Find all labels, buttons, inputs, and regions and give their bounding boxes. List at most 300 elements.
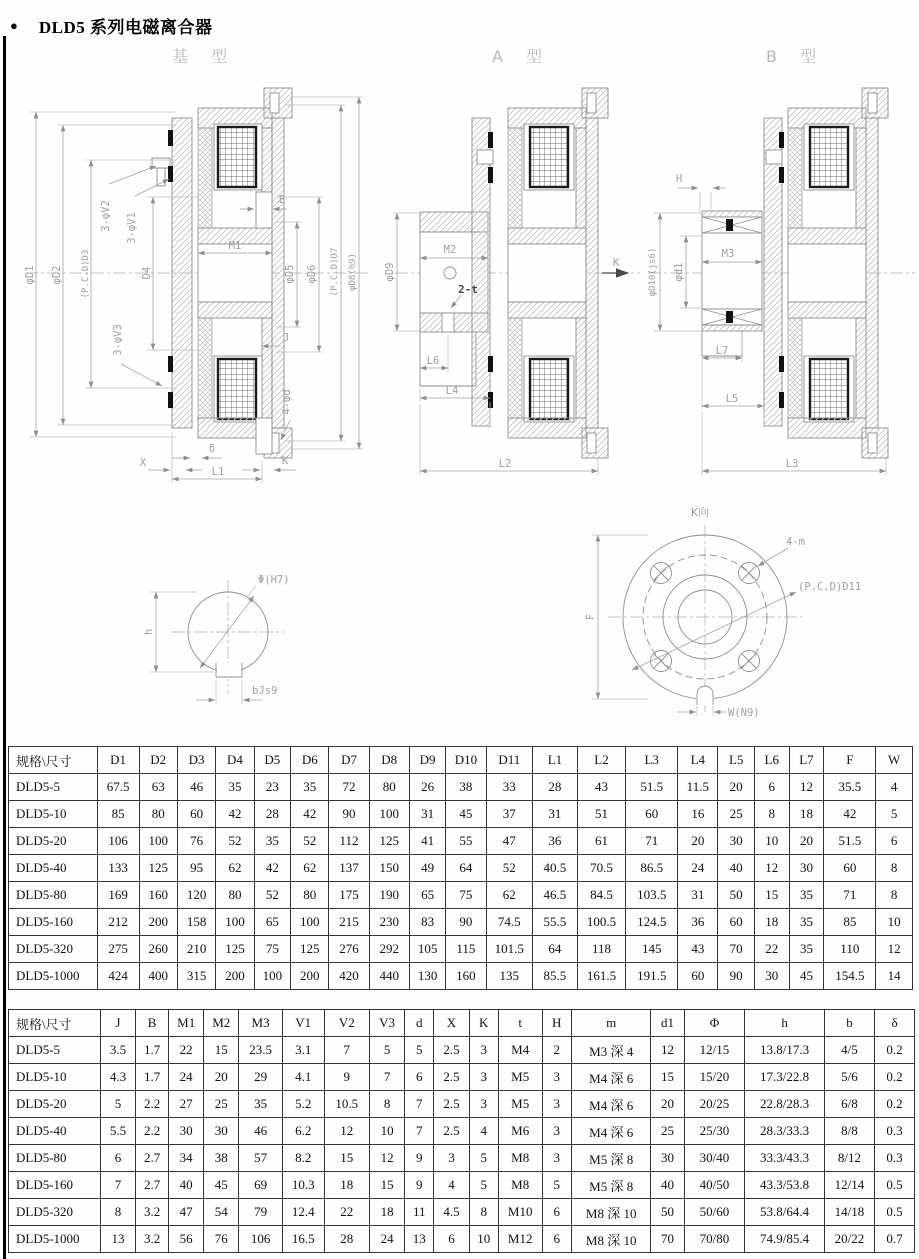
base-type-drawing <box>24 88 368 483</box>
column-header: L5 <box>718 747 755 774</box>
dim-X: X <box>139 457 147 469</box>
dim-phiD5: φD5 <box>284 264 296 284</box>
dim-H: H <box>675 173 683 185</box>
cell: 230 <box>369 909 409 936</box>
cell: 2.5 <box>434 1037 469 1064</box>
cell: 35 <box>216 774 254 801</box>
table-row <box>9 1037 915 1064</box>
cell: 440 <box>369 963 409 990</box>
cell: 55.5 <box>533 909 578 936</box>
cell: 50 <box>718 882 755 909</box>
cell: 3 <box>469 1064 498 1091</box>
cell: 150 <box>369 855 409 882</box>
cell: 215 <box>329 909 369 936</box>
cell: 0.5 <box>875 1199 915 1226</box>
cell: 65 <box>409 882 446 909</box>
cell: 420 <box>329 963 369 990</box>
column-header: V2 <box>324 1010 369 1037</box>
cell: 145 <box>626 936 678 963</box>
cell: 42 <box>291 801 329 828</box>
cell: 22 <box>169 1037 204 1064</box>
cell: 55 <box>446 828 486 855</box>
cell: 101.5 <box>486 936 533 963</box>
cell: 43 <box>577 774 625 801</box>
cell: 125 <box>291 936 329 963</box>
cell: 1.7 <box>135 1064 168 1091</box>
cell: 24 <box>370 1226 405 1253</box>
column-header: d1 <box>651 1010 684 1037</box>
cell: M4 深 6 <box>571 1118 651 1145</box>
cell: 8 <box>876 882 913 909</box>
cell: M4 深 6 <box>571 1064 651 1091</box>
cell: 18 <box>324 1172 369 1199</box>
cell: 5 <box>370 1037 405 1064</box>
cell: 15 <box>754 882 789 909</box>
cell: 54 <box>204 1199 239 1226</box>
table-row <box>9 909 913 936</box>
cell: 18 <box>370 1199 405 1226</box>
cell: 8 <box>469 1199 498 1226</box>
cell: 30/40 <box>684 1145 745 1172</box>
cell: 49 <box>409 855 446 882</box>
cell: DLD5-160 <box>9 909 98 936</box>
cell: 5.2 <box>282 1091 324 1118</box>
dim-pcdD3: (P.C.D)D3 <box>81 249 91 299</box>
cell: 20/22 <box>824 1226 874 1253</box>
cell: 2.5 <box>434 1091 469 1118</box>
cell: 24 <box>678 855 718 882</box>
cell: 12 <box>370 1145 405 1172</box>
cell: 12/14 <box>824 1172 874 1199</box>
column-header: D10 <box>446 747 486 774</box>
cell: 12 <box>754 855 789 882</box>
cell: 106 <box>97 828 139 855</box>
cell: 212 <box>97 909 139 936</box>
cell: 13 <box>100 1226 135 1253</box>
cell: 3.1 <box>282 1037 324 1064</box>
cell: 60 <box>177 801 215 828</box>
cell: 35 <box>789 936 824 963</box>
cell: 51.5 <box>824 828 876 855</box>
dim-phiD2: φD2 <box>51 265 63 285</box>
cell: 40 <box>169 1172 204 1199</box>
dim-L2: L2 <box>498 458 512 470</box>
cell: 22 <box>324 1199 369 1226</box>
cell: M5 深 8 <box>571 1145 651 1172</box>
cell: 10 <box>876 909 913 936</box>
column-header: h <box>745 1010 825 1037</box>
column-header: B <box>135 1010 168 1037</box>
cell: 2.2 <box>135 1118 168 1145</box>
cell: 17.3/22.8 <box>745 1064 825 1091</box>
page-title: DLD5 系列电磁离合器 <box>38 18 213 37</box>
dim-phiD10: φD10(js6) <box>648 247 658 297</box>
table-row <box>9 1145 915 1172</box>
cell: 28 <box>254 801 291 828</box>
cell: 34 <box>169 1145 204 1172</box>
cell: 15 <box>370 1172 405 1199</box>
cell: 161.5 <box>577 963 625 990</box>
cell: 35 <box>291 774 329 801</box>
cell: 51.5 <box>626 774 678 801</box>
cell: M8 <box>498 1145 542 1172</box>
cell: M8 <box>498 1172 542 1199</box>
cell: 40.5 <box>533 855 578 882</box>
cell: 35.5 <box>824 774 876 801</box>
cell: 2.2 <box>135 1091 168 1118</box>
cell: 15/20 <box>684 1064 745 1091</box>
cell: 5 <box>469 1145 498 1172</box>
cell: 35 <box>254 828 291 855</box>
cell: M12 <box>498 1226 542 1253</box>
cell: 23 <box>254 774 291 801</box>
cell: 7 <box>370 1064 405 1091</box>
column-header: K <box>469 1010 498 1037</box>
b-type-label: B 型 <box>766 47 826 66</box>
column-header: D2 <box>139 747 177 774</box>
table-row <box>9 801 913 828</box>
cell: 8 <box>370 1091 405 1118</box>
cell: 6.2 <box>282 1118 324 1145</box>
column-header: 规格\尺寸 <box>9 747 98 774</box>
header-row <box>9 747 913 774</box>
cell: 135 <box>486 963 533 990</box>
cell: 7 <box>405 1118 434 1145</box>
cell: 275 <box>97 936 139 963</box>
cell: 28.3/33.3 <box>745 1118 825 1145</box>
cell: 5 <box>469 1172 498 1199</box>
column-header: D7 <box>329 747 369 774</box>
cell: 60 <box>678 963 718 990</box>
cell: 40 <box>718 855 755 882</box>
a-type-drawing <box>384 88 640 475</box>
table-row <box>9 963 913 990</box>
dim-M3: M3 <box>721 248 735 260</box>
cell: 0.5 <box>875 1172 915 1199</box>
column-header: V1 <box>282 1010 324 1037</box>
cell: 5/6 <box>824 1064 874 1091</box>
cell: 24 <box>169 1064 204 1091</box>
dim-L1: L1 <box>211 466 225 478</box>
cell: 100 <box>369 801 409 828</box>
cell: 2.5 <box>434 1118 469 1145</box>
column-header: t <box>498 1010 542 1037</box>
dim-pcdD7: (P.C.D)D7 <box>330 247 340 297</box>
cell: 36 <box>533 828 578 855</box>
cell: 100 <box>254 963 291 990</box>
cell: 154.5 <box>824 963 876 990</box>
column-header: X <box>434 1010 469 1037</box>
cell: DLD5-20 <box>9 1091 101 1118</box>
cell: 11 <box>405 1199 434 1226</box>
cell: 25/30 <box>684 1118 745 1145</box>
cell: 20 <box>789 828 824 855</box>
cell: 210 <box>177 936 215 963</box>
cell: 84.5 <box>577 882 625 909</box>
cell: 5.5 <box>100 1118 135 1145</box>
cell: 106 <box>239 1226 283 1253</box>
cell: 83 <box>409 909 446 936</box>
cell: 2 <box>542 1037 571 1064</box>
base-type-label: 基 型 <box>172 47 237 66</box>
cell: 40 <box>651 1172 684 1199</box>
cell: 8/12 <box>824 1145 874 1172</box>
cell: 2.7 <box>135 1145 168 1172</box>
column-header: D3 <box>177 747 215 774</box>
cell: 46 <box>239 1118 283 1145</box>
cell: 200 <box>216 963 254 990</box>
dim-phid1: φd1 <box>673 262 685 282</box>
cell: 4 <box>876 774 913 801</box>
dim-delta: δ <box>208 443 216 455</box>
cell: M3 深 4 <box>571 1037 651 1064</box>
cell: 71 <box>626 828 678 855</box>
dim-3phiV2: 3-φV2 <box>100 200 112 232</box>
cell: DLD5-1000 <box>9 1226 101 1253</box>
column-header: D9 <box>409 747 446 774</box>
dim-phiD1: φD1 <box>24 265 36 285</box>
column-header: D5 <box>254 747 291 774</box>
cell: 30 <box>169 1118 204 1145</box>
cell: 74.5 <box>486 909 533 936</box>
table-row <box>9 774 913 801</box>
cell: 90 <box>329 801 369 828</box>
column-header: L7 <box>789 747 824 774</box>
cell: DLD5-5 <box>9 1037 101 1064</box>
cell: 125 <box>369 828 409 855</box>
column-header: M3 <box>239 1010 283 1037</box>
cell: 30 <box>789 855 824 882</box>
dim-K-base: K <box>281 455 289 467</box>
cell: 35 <box>239 1091 283 1118</box>
cell: 130 <box>409 963 446 990</box>
cell: M4 <box>498 1037 542 1064</box>
column-header: D4 <box>216 747 254 774</box>
cell: 276 <box>329 936 369 963</box>
cell: 50/60 <box>684 1199 745 1226</box>
cell: 20 <box>204 1064 239 1091</box>
cell: 100.5 <box>577 909 625 936</box>
cell: 23.5 <box>239 1037 283 1064</box>
cell: DLD5-10 <box>9 801 98 828</box>
cell: DLD5-320 <box>9 1199 101 1226</box>
cell: 69 <box>239 1172 283 1199</box>
cell: 85 <box>97 801 139 828</box>
cell: 90 <box>446 909 486 936</box>
cell: 12 <box>789 774 824 801</box>
b-type-drawing <box>648 88 915 475</box>
cell: 71 <box>824 882 876 909</box>
cell: 70 <box>651 1226 684 1253</box>
cell: 72 <box>329 774 369 801</box>
cell: 12 <box>324 1118 369 1145</box>
cell: 38 <box>204 1145 239 1172</box>
cell: 100 <box>291 909 329 936</box>
cell: 400 <box>139 963 177 990</box>
column-header: L2 <box>577 747 625 774</box>
cell: 30 <box>651 1145 684 1172</box>
cell: 200 <box>291 963 329 990</box>
column-header: 规格\尺寸 <box>9 1010 101 1037</box>
table-row <box>9 1172 915 1199</box>
cell: 70.5 <box>577 855 625 882</box>
cell: 46 <box>177 774 215 801</box>
dim-phiH7: Φ(H7) <box>258 574 290 586</box>
column-header: D1 <box>97 747 139 774</box>
cell: 292 <box>369 936 409 963</box>
dim-J: J <box>283 332 290 344</box>
cell: 42 <box>824 801 876 828</box>
dim-B: B <box>278 194 286 206</box>
cell: 85.5 <box>533 963 578 990</box>
cell: 3.2 <box>135 1199 168 1226</box>
cell: 4 <box>434 1172 469 1199</box>
cell: 15 <box>651 1064 684 1091</box>
cell: 75 <box>254 936 291 963</box>
cell: 86.5 <box>626 855 678 882</box>
dim-phiD8: φD8(h9) <box>348 253 358 291</box>
cell: 0.2 <box>875 1037 915 1064</box>
cell: DLD5-10 <box>9 1064 101 1091</box>
dim-L3: L3 <box>785 458 799 470</box>
table-row <box>9 1091 915 1118</box>
cell: 6 <box>405 1064 434 1091</box>
cell: 10.5 <box>324 1091 369 1118</box>
column-header: F <box>824 747 876 774</box>
dim-M1: M1 <box>228 240 242 252</box>
cell: 7 <box>405 1091 434 1118</box>
cell: 60 <box>824 855 876 882</box>
cell: 13 <box>405 1226 434 1253</box>
cell: 74.9/85.4 <box>745 1226 825 1253</box>
cell: M5 <box>498 1091 542 1118</box>
cell: 6 <box>100 1145 135 1172</box>
table-row <box>9 1064 915 1091</box>
cell: 30 <box>754 963 789 990</box>
dim-phiD6: φD6 <box>306 264 318 284</box>
cell: 20 <box>651 1091 684 1118</box>
cell: 60 <box>718 909 755 936</box>
cell: 20 <box>718 774 755 801</box>
cell: 103.5 <box>626 882 678 909</box>
cell: 10.3 <box>282 1172 324 1199</box>
cell: 424 <box>97 963 139 990</box>
cell: 3 <box>469 1037 498 1064</box>
cell: 6 <box>876 828 913 855</box>
cell: DLD5-40 <box>9 855 98 882</box>
column-header: δ <box>875 1010 915 1037</box>
cell: 16.5 <box>282 1226 324 1253</box>
cell: 15 <box>324 1145 369 1172</box>
cell: 33 <box>486 774 533 801</box>
a-type-label: A 型 <box>492 47 552 66</box>
cell: 80 <box>216 882 254 909</box>
cell: 14/18 <box>824 1199 874 1226</box>
cell: 8/8 <box>824 1118 874 1145</box>
cell: 9 <box>324 1064 369 1091</box>
keyway-detail-drawing <box>143 574 290 704</box>
cell: 0.3 <box>875 1145 915 1172</box>
cell: 18 <box>754 909 789 936</box>
cell: 62 <box>486 882 533 909</box>
table-row <box>9 855 913 882</box>
cell: 47 <box>486 828 533 855</box>
column-header: b <box>824 1010 874 1037</box>
cell: 11.5 <box>678 774 718 801</box>
cell: DLD5-160 <box>9 1172 101 1199</box>
table-row <box>9 936 913 963</box>
cell: 5 <box>100 1091 135 1118</box>
cell: 7 <box>324 1037 369 1064</box>
cell: 80 <box>291 882 329 909</box>
cell: 12 <box>876 936 913 963</box>
cell: 10 <box>469 1226 498 1253</box>
cell: 31 <box>678 882 718 909</box>
cell: 124.5 <box>626 909 678 936</box>
column-header: D8 <box>369 747 409 774</box>
cell: 27 <box>169 1091 204 1118</box>
cell: DLD5-320 <box>9 936 98 963</box>
cell: M6 <box>498 1118 542 1145</box>
column-header: L4 <box>678 747 718 774</box>
column-header: M1 <box>169 1010 204 1037</box>
column-header: L3 <box>626 747 678 774</box>
cell: 43 <box>678 936 718 963</box>
cell: 52 <box>486 855 533 882</box>
column-header: L6 <box>754 747 789 774</box>
cell: 315 <box>177 963 215 990</box>
cell: 22.8/28.3 <box>745 1091 825 1118</box>
cell: 45 <box>789 963 824 990</box>
cell: 22 <box>754 936 789 963</box>
cell: 200 <box>139 909 177 936</box>
cell: 40/50 <box>684 1172 745 1199</box>
cell: 6 <box>542 1226 571 1253</box>
column-header: J <box>100 1010 135 1037</box>
cell: 6 <box>754 774 789 801</box>
cell: 3 <box>542 1118 571 1145</box>
cell: 137 <box>329 855 369 882</box>
cell: 85 <box>824 909 876 936</box>
dim-3phiV1: 3-φV1 <box>126 212 138 244</box>
cell: 190 <box>369 882 409 909</box>
cell: 28 <box>533 774 578 801</box>
column-header: m <box>571 1010 651 1037</box>
cell: DLD5-20 <box>9 828 98 855</box>
dim-M2: M2 <box>443 244 457 256</box>
cell: 76 <box>204 1226 239 1253</box>
column-header: Φ <box>684 1010 745 1037</box>
cell: DLD5-80 <box>9 882 98 909</box>
cell: 75 <box>446 882 486 909</box>
cell: 110 <box>824 936 876 963</box>
cell: 95 <box>177 855 215 882</box>
cell: 30 <box>204 1118 239 1145</box>
cell: 4.1 <box>282 1064 324 1091</box>
k-view-title: K向 <box>690 506 710 519</box>
cell: 105 <box>409 936 446 963</box>
cell: 8.2 <box>282 1145 324 1172</box>
cell: 3 <box>542 1091 571 1118</box>
cell: 100 <box>139 828 177 855</box>
dim-L7: L7 <box>715 345 729 357</box>
cell: 0.3 <box>875 1118 915 1145</box>
cell: 37 <box>486 801 533 828</box>
cell: DLD5-40 <box>9 1118 101 1145</box>
dim-3phiV3: 3-φV3 <box>112 324 124 356</box>
cell: M4 深 6 <box>571 1091 651 1118</box>
cell: 160 <box>446 963 486 990</box>
